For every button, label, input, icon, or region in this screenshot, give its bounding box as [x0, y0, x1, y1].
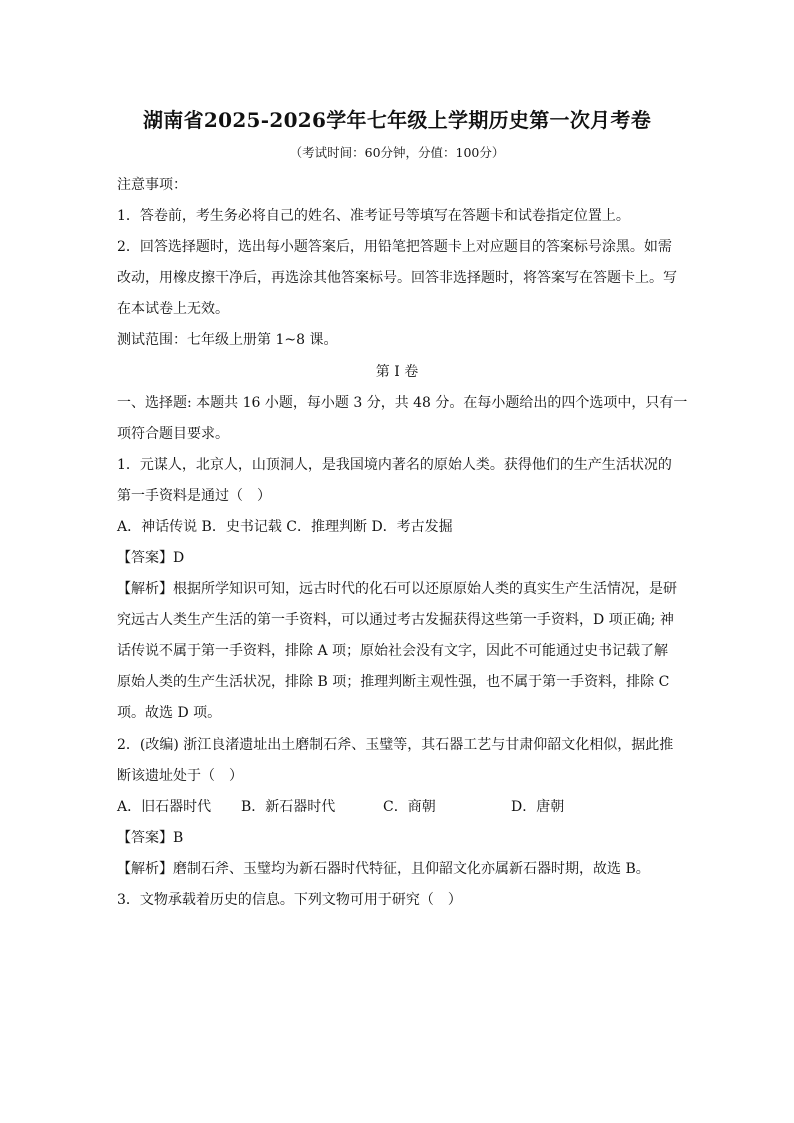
question-2-analysis: 【解析】磨制石斧、玉璧均为新石器时代特征，且仰韶文化亦属新石器时期，故选 B。 [117, 861, 650, 877]
volume-label: 第 I 卷 [375, 364, 419, 380]
question-1-analysis-line-5: 项。故选 D 项。 [117, 705, 222, 721]
question-2-stem-line-2: 断该遗址处于（ ） [117, 768, 243, 784]
question-1-answer: 【答案】D [117, 550, 185, 566]
exam-title: 湖南省2025-2026学年七年级上学期历史第一次月考卷 [142, 108, 652, 132]
question-1-stem-line-1: 1．元谋人，北京人，山顶洞人，是我国境内著名的原始人类。获得他们的生产生活状况的 [117, 457, 672, 473]
question-2-stem-line-1: 2．(改编) 浙江良渚遗址出土磨制石斧、玉璧等，其石器工艺与甘肃仰韶文化相似，据此推 [117, 737, 674, 753]
question-2-option-c: C．商朝 [383, 799, 436, 815]
question-1-analysis-line-1: 【解析】根据所学知识可知，远古时代的化石可以还原原始人类的真实生产生活情况，是研 [117, 581, 677, 597]
question-2-options [117, 797, 687, 817]
question-2-option-a: A．旧石器时代 [117, 799, 212, 815]
exam-subtitle: （考试时间：60分钟，分值：100分） [289, 145, 505, 160]
question-1-analysis-line-4: 原始人类的生产生活状况，排除 B 项；推理判断主观性强，也不属于第一手资料，排除 C [117, 674, 670, 690]
question-2-option-d: D．唐朝 [511, 799, 565, 815]
question-1-options: A．神话传说 B．史书记载 C．推理判断 D．考古发掘 [117, 519, 453, 535]
question-1-stem-line-2: 第一手资料是通过（ ） [117, 488, 271, 504]
question-1-analysis-line-2: 究远古人类生产生活的第一手资料，可以通过考古发掘获得这些第一手资料，D 项正确; 神 [117, 612, 674, 628]
question-2-option-b: B．新石器时代 [241, 799, 336, 815]
notice-heading: 注意事项： [117, 177, 187, 193]
question-1-analysis-line-3: 话传说不属于第一手资料，排除 A 项；原始社会没有文字，因此不可能通过史书记载了解 [117, 643, 669, 659]
section-1-line-2: 项符合题目要求。 [117, 426, 229, 442]
notice-item-2-line-1: 2．回答选择题时，选出每小题答案后，用铅笔把答题卡上对应题目的答案标号涂黑。如需 [117, 239, 672, 255]
question-3-stem-line-1: 3．文物承载着历史的信息。下列文物可用于研究（ ） [117, 892, 462, 908]
notice-item-2-line-3: 在本试卷上无效。 [117, 301, 229, 317]
test-scope: 测试范围：七年级上册第 1~8 课。 [117, 332, 338, 348]
notice-item-1: 1．答卷前，考生务必将自己的姓名、准考证号等填写在答题卡和试卷指定位置上。 [117, 208, 630, 224]
question-2-answer: 【答案】B [117, 830, 184, 846]
section-1-line-1: 一、选择题: 本题共 16 小题，每小题 3 分，共 48 分。在每小题给出的四个选项中，只有一 [117, 395, 688, 411]
notice-item-2-line-2: 改动，用橡皮擦干净后，再选涂其他答案标号。回答非选择题时，将答案写在答题卡上。写 [117, 270, 677, 286]
